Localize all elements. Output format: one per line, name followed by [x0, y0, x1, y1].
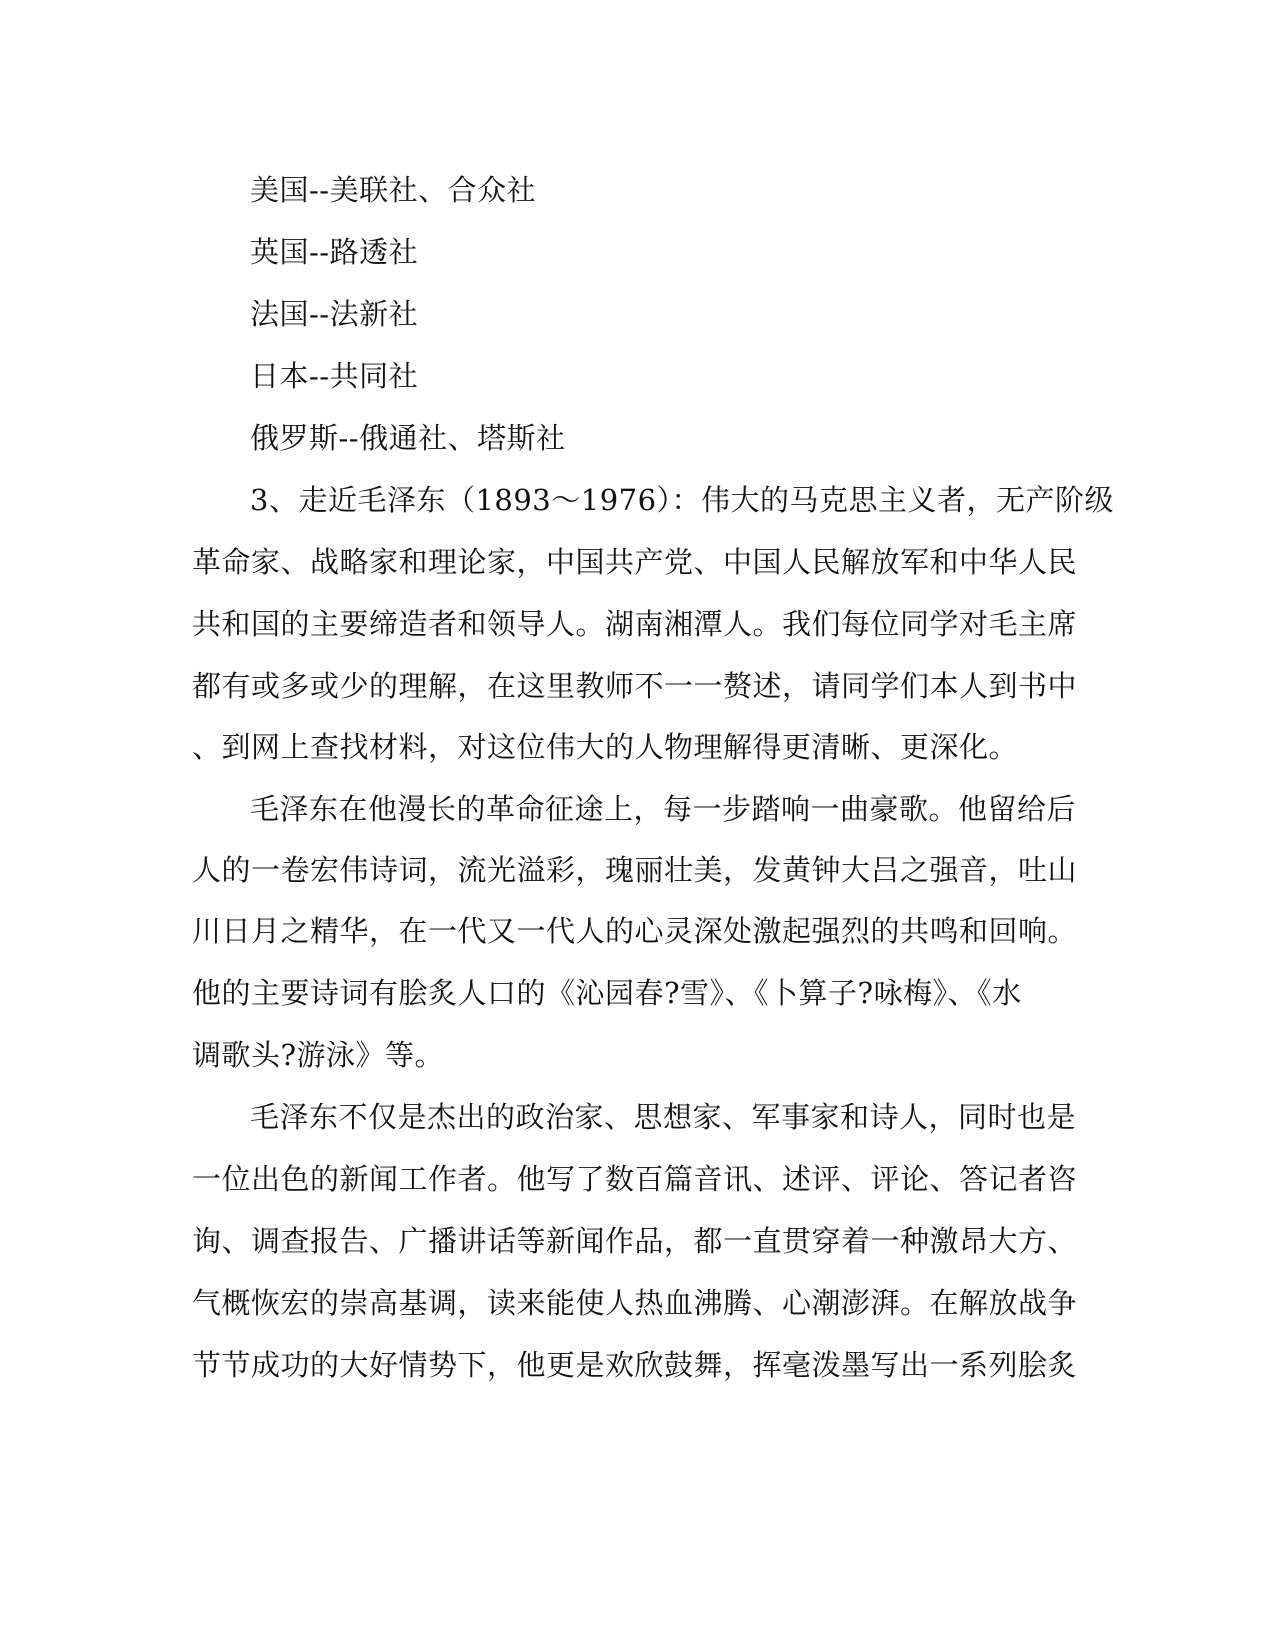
paragraph-line: 都有或多或少的理解，在这里教师不一一赘述，请同学们本人到书中	[192, 669, 1078, 703]
text-line: 俄罗斯--俄通社、塔斯社	[250, 421, 566, 455]
paragraph-line: 节节成功的大好情势下，他更是欢欣鼓舞，挥毫泼墨写出一系列脍炙	[192, 1348, 1078, 1382]
text-line: 日本--共同社	[250, 359, 419, 393]
paragraph-line: 他的主要诗词有脍炙人口的《沁园春?雪》、《卜算子?咏梅》、《水	[192, 976, 1022, 1010]
paragraph-line: 共和国的主要缔造者和领导人。湖南湘潭人。我们每位同学对毛主席	[192, 607, 1078, 641]
paragraph-line: 毛泽东不仅是杰出的政治家、思想家、军事家和诗人，同时也是	[250, 1100, 1077, 1134]
paragraph-line: 一位出色的新闻工作者。他写了数百篇音讯、述评、评论、答记者咨	[192, 1162, 1078, 1196]
paragraph-line: 川日月之精华，在一代又一代人的心灵深处激起强烈的共鸣和回响。	[192, 914, 1078, 948]
paragraph-line: 、到网上查找材料，对这位伟大的人物理解得更清晰、更深化。	[192, 730, 1019, 764]
paragraph-line: 革命家、战略家和理论家，中国共产党、中国人民解放军和中华人民	[192, 545, 1078, 579]
paragraph-line: 气概恢宏的崇高基调，读来能使人热血沸腾、心潮澎湃。在解放战争	[192, 1286, 1078, 1320]
paragraph-line: 询、调查报告、广播讲话等新闻作品，都一直贯穿着一种激昂大方、	[192, 1224, 1078, 1258]
text-line: 英国--路透社	[250, 235, 419, 269]
text-line: 法国--法新社	[250, 297, 419, 331]
paragraph-line: 调歌头?游泳》等。	[192, 1038, 445, 1072]
paragraph-line: 人的一卷宏伟诗词，流光溢彩，瑰丽壮美，发黄钟大吕之强音，吐山	[192, 853, 1078, 887]
text-line: 美国--美联社、合众社	[250, 173, 537, 207]
paragraph-line: 毛泽东在他漫长的革命征途上，每一步踏响一曲豪歌。他留给后	[250, 792, 1077, 826]
paragraph-line: 3、走近毛泽东（1893～1976）：伟大的马克思主义者，无产阶级	[250, 483, 1115, 517]
